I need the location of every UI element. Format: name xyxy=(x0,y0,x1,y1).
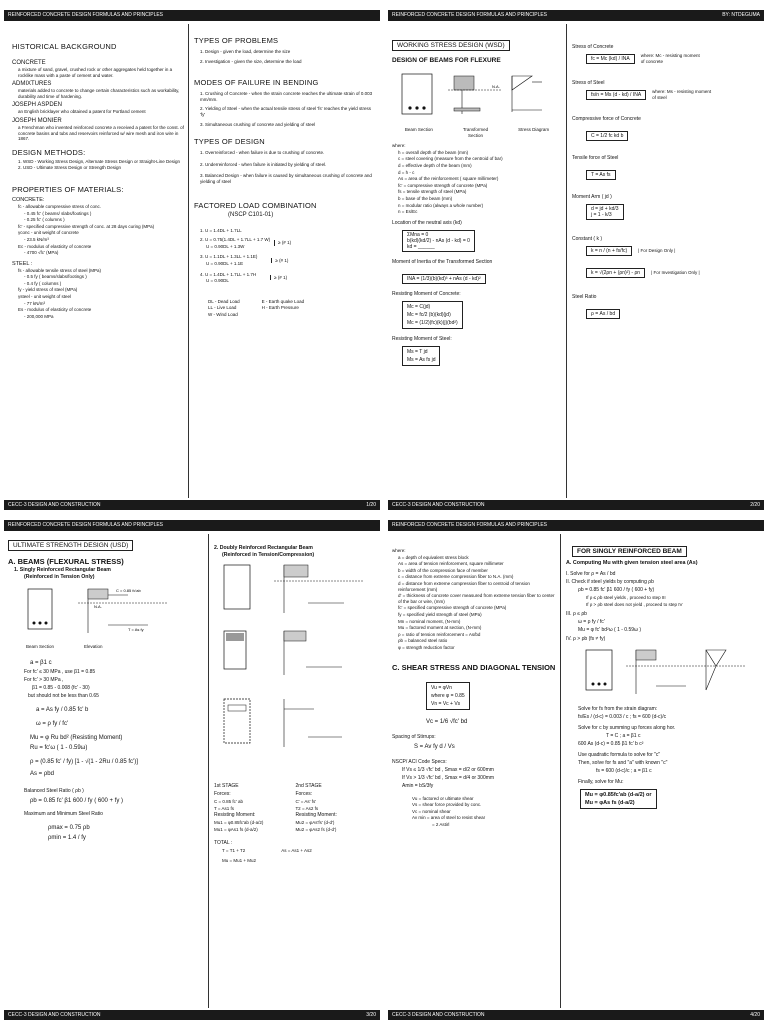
formula: Mu1 = φAs1 fs (d-a/2) xyxy=(214,826,258,832)
formula: 600 As (d-c) = 0.85 β1 fc' b c² xyxy=(578,741,644,748)
formula: ρb = 0.85 fc' β1 600 / fy ( 600 + fy ) xyxy=(30,797,124,804)
section-title: WORKING STRESS DESIGN (WSD) xyxy=(392,40,510,51)
formula: INA = (1/3)(b)(kd)³ + nAs (d - kd)² xyxy=(407,275,481,282)
list-item: fc' - specified compressive strength of conc. at 28 days curing (MPa) xyxy=(18,223,155,229)
diagram-captions xyxy=(8,644,204,651)
definition: ρ = ratio of tension reinforcement = As/bd xyxy=(398,631,481,637)
footer-course: CECC-3 DESIGN AND CONSTRUCTION xyxy=(8,502,101,508)
caption: Stress Diagram xyxy=(518,127,550,132)
definition: h = overall depth of the beam (mm) xyxy=(398,149,469,155)
na-label: N.A. xyxy=(94,604,102,610)
formula-box: C = 1/2 fc kd b xyxy=(586,131,628,141)
note: where: Mc - resisting moment of concrete xyxy=(640,52,700,64)
definition: Av min = area of steel to resist shear xyxy=(412,815,486,821)
caption: Transformed Section xyxy=(462,127,489,138)
note: | For Investigation Only | xyxy=(651,269,700,275)
note: where: Ms - resisting moment of steel xyxy=(652,88,712,100)
list-item: fy - yield stress of steel (MPa) xyxy=(18,287,78,293)
doubly-reinforced-diagram xyxy=(214,559,374,773)
stage-2-section xyxy=(224,699,342,747)
formula-heading: Resisting Moment of Steel: xyxy=(392,335,452,342)
definition: fc' = compressive strength of concrete (MPa) xyxy=(398,182,488,188)
formula-row xyxy=(572,266,760,280)
legend-item: E - Earth quake Load xyxy=(261,298,305,304)
definition: Vs = shear force provided by conc. xyxy=(412,802,482,808)
footer-course: CECC-3 DESIGN AND CONSTRUCTION xyxy=(392,1012,485,1018)
formula-box xyxy=(402,274,486,284)
step: Finally, solve for Mu: xyxy=(578,779,624,786)
step: Then, solve for fs and "a" with known "c" xyxy=(578,760,668,767)
page-footer xyxy=(388,1010,764,1020)
term: ADMIXTURES xyxy=(12,81,52,88)
definition: an English bricklayer who obtained a patent for Portland cement xyxy=(18,109,146,115)
list-item: - 200,000 MPa xyxy=(24,313,54,319)
formula: C' = As' fs' xyxy=(295,799,317,805)
definition: c = steel covering (measure from the centroid of bar) xyxy=(398,156,503,162)
stage-1-section xyxy=(224,631,342,675)
right-column xyxy=(214,534,376,1008)
full-section xyxy=(224,565,364,613)
formula-box xyxy=(402,301,463,329)
formula-row xyxy=(572,52,760,66)
formula: If Vs ≤ 1/3 √fc' bd , Smax = d/2 or 600mm xyxy=(402,766,494,773)
formula: Mu1 = φ0.85fc'ab (d-a/2) xyxy=(214,820,264,826)
step: II. Check if steel yields by computing ρb xyxy=(566,579,654,585)
right-column xyxy=(572,24,760,498)
list-item: - 0.4 fy ( columns ) xyxy=(24,280,62,286)
strain-diagram xyxy=(566,644,756,700)
list-item: Ec - modulus of elasticity of concrete xyxy=(18,243,92,249)
header-author: BY: NTDEGUMA xyxy=(722,12,760,18)
term: CONCRETE xyxy=(12,60,46,66)
formula-group xyxy=(194,272,374,285)
section-heading: C. SHEAR STRESS AND DIAGONAL TENSION xyxy=(392,662,556,672)
formula-box xyxy=(402,346,440,366)
formula: d = jd + kd/3 xyxy=(591,206,619,212)
section-heading: TYPES OF PROBLEMS xyxy=(194,36,279,45)
formula: U = 0.90DL + 1.3W xyxy=(206,243,245,249)
column-divider xyxy=(566,24,567,498)
formula: kd = ______ xyxy=(407,243,435,250)
definition: a mixture of sand, gravel, crushed rock or other aggregates held together in a rocklike mass with a paste of cement and water. xyxy=(18,67,173,78)
page-4 xyxy=(388,520,764,1020)
header-title: REINFORCED CONCRETE DESIGN FORMULAS AND PRINCIPLES xyxy=(8,12,164,18)
formula: j = 1 - k/3 xyxy=(591,212,612,218)
definition: fy = specified yield strength of steel (MPa) xyxy=(398,611,482,617)
term: CONCRETE: xyxy=(12,196,45,203)
formula: a = As fy / 0.85 fc' b xyxy=(36,706,89,713)
step: If ρ ≤ ρb steel yields , proceed to step III xyxy=(586,595,666,600)
caption: Beam Section xyxy=(26,644,55,650)
section-heading: TYPES OF DESIGN xyxy=(194,137,265,147)
section-title: ULTIMATE STRENGTH DESIGN (USD) xyxy=(8,540,133,551)
section-heading: PROPERTIES OF MATERIALS: xyxy=(12,184,124,194)
definition: b = width of the compression face of member xyxy=(398,567,488,573)
section-subheading: (NSCP C101-01) xyxy=(228,211,274,218)
left-column xyxy=(12,24,184,498)
where-label: where: xyxy=(392,548,406,553)
formula-heading: Stress of Steel xyxy=(572,80,605,86)
formula: 2. U = 0.75(1.4DL + 1.7LL + 1.7 W) xyxy=(200,237,271,243)
step: Solve for fs from the strain diagram: xyxy=(578,706,658,713)
step: IV. ρ > ρb (fs ≠ fy) xyxy=(566,636,606,643)
formula: 3. U = 1.1DL + 1.3LL + 1.1E) xyxy=(200,254,258,260)
section-heading: MODES OF FAILURE IN BENDING xyxy=(194,78,319,88)
formula-row xyxy=(572,244,760,258)
subsection-heading: (Reinforced in Tension/Compression) xyxy=(222,551,315,558)
formula: Mu = Mu1 + Mu2 xyxy=(222,858,257,864)
note: | For Design Only | xyxy=(638,247,676,253)
formula: Mu = φ fc' bd²ω ( 1 - 0.59ω ) xyxy=(578,627,641,634)
definition: fc' = specified compressive strength of concrete (MPa) xyxy=(398,605,507,611)
stage-label: Forces: xyxy=(214,791,231,798)
condition: ≥ (# 1) xyxy=(274,240,291,246)
formula-group xyxy=(194,254,374,267)
column-divider xyxy=(208,534,209,1008)
definition: b = base of the beam (mm) xyxy=(398,195,453,201)
right-column xyxy=(566,534,760,1008)
caption: Beam Section xyxy=(404,127,433,132)
definition: c = distance from extreme compression fiber to N.A. (mm) xyxy=(398,574,514,580)
formula-box xyxy=(426,682,470,710)
right-column xyxy=(194,24,374,498)
formula-heading: Tensile force of Steel xyxy=(572,155,619,161)
term: STEEL : xyxy=(12,260,33,267)
list-item: 2. Yielding of Steel - when the actual tensile stress of steel 'fs' reaches the yield stress 'fy' xyxy=(200,106,372,117)
formula-heading: NSCP/ ACI Code Specs: xyxy=(392,758,447,765)
formula: 1. U = 1.4DL + 1.7LL xyxy=(200,227,242,233)
list-item: 1. Design - given the load, determine the size xyxy=(200,49,291,54)
formula: β1 = 0.85 - 0.008 (fc' - 30) xyxy=(32,684,90,691)
formula: S = Av fy d / Vs xyxy=(414,743,455,750)
formula: where φ = 0.85 xyxy=(431,692,465,699)
formula: fs = 600 (d-c)/c ; a = β1 c xyxy=(596,768,652,775)
formula: Mu2 = φAs'fs' (d-d') xyxy=(295,820,335,826)
formula-heading: Moment Arm ( jd ) xyxy=(572,194,612,200)
formula: fs/Es / (d-c) = 0.003 / c ; fs = 600 (d-c)/c xyxy=(578,714,667,721)
diagram-captions xyxy=(392,127,562,139)
header-title: REINFORCED CONCRETE DESIGN FORMULAS AND PRINCIPLES xyxy=(392,12,548,18)
formula-box xyxy=(586,204,624,220)
formula: a = β1 c xyxy=(30,659,52,666)
formula: Vc = 1/6 √fc' bd xyxy=(426,718,468,725)
page-number: 2/20 xyxy=(750,502,760,508)
subsection-heading: (Reinforced in Tension Only) xyxy=(24,573,95,580)
subsection-heading: A. Computing Mu with given tension steel area (As) xyxy=(566,560,698,566)
list-item: γconc - unit weight of concrete xyxy=(18,230,79,236)
step: If ρ > ρb steel does not yield , proceed to step IV xyxy=(586,601,683,607)
formula-heading: Maximum and Minimum Steel Ratio xyxy=(24,810,103,817)
page-number: 1/20 xyxy=(366,502,376,508)
formula: For fc' ≤ 30 MPa , use β1 = 0.85 xyxy=(24,668,96,675)
section-title: FOR SINGLY REINFORCED BEAM xyxy=(572,546,687,557)
list-item: γsteel - unit weight of steel xyxy=(18,294,72,300)
formula: T = As1 fs xyxy=(214,805,235,811)
formula: U = 0.90DL xyxy=(206,278,229,284)
definition: ρb = balanced steel ratio xyxy=(398,638,448,644)
formula: As = As1 + As2 xyxy=(281,847,312,853)
page-header xyxy=(388,520,764,531)
section-heading: FACTORED LOAD COMBINATION xyxy=(194,200,317,210)
formula-box xyxy=(402,230,475,252)
list-item: 3. Balanced Design - when failure is caused by simultaneous crushing of concrete and yielding of steel xyxy=(200,173,372,184)
formula-box: k = √(2ρn + (ρn)²) - ρn xyxy=(586,268,645,278)
formula: Amin = bS/3fy xyxy=(402,782,434,789)
formula-heading: Location of the neutral axis (kd) xyxy=(392,219,462,226)
term: JOSEPH ASPDEN xyxy=(12,102,63,109)
formula: Vn = Vc + Vs xyxy=(431,700,461,707)
formula: U = 0.90DL + 1.1E xyxy=(206,260,244,266)
list-item: fc - allowable compressive stress of conc. xyxy=(18,203,102,209)
formula-heading: Constant ( k ) xyxy=(572,236,603,242)
formula-box: fs/n = Ms (d - kd) / INA xyxy=(586,90,646,100)
definition: d = distance from extreme compression fiber to centroid of tension reinforcement (mm) xyxy=(398,580,530,592)
formula-box: T = As fs xyxy=(586,170,616,180)
formula-heading: Balanced Steel Ratio ( ρb ) xyxy=(24,787,84,794)
formula-box: k = n / (n + fs/fc) xyxy=(586,246,632,256)
formula: Vu = φVn xyxy=(431,684,452,691)
page-number: 3/20 xyxy=(366,1012,376,1018)
formula: 4. U = 1.4DL + 1.7LL + 1.7H xyxy=(200,271,257,277)
legend-item: W - Wind Load xyxy=(208,311,238,317)
legend xyxy=(194,299,374,319)
definition: d = h - c xyxy=(398,169,415,175)
formula: Mu2 = φAs2 fs (d-d') xyxy=(295,826,337,832)
formula: b(kd)(kd/2) - nAs (d - kd) = 0 xyxy=(407,237,470,244)
total-heading: TOTAL : xyxy=(214,839,233,846)
stage-label: Resisting Moment: xyxy=(295,812,337,819)
definition: a = depth of equivalent stress block xyxy=(398,554,469,560)
na-label: N.A. xyxy=(492,84,500,89)
formula: ρb = 0.85 fc' β1 600 / fy ( 600 + fy) xyxy=(578,587,655,593)
definition: n = modular ratio (always a whole number) xyxy=(398,202,484,208)
caption: Elevation xyxy=(84,644,103,650)
header-title: REINFORCED CONCRETE DESIGN FORMULAS AND PRINCIPLES xyxy=(392,522,548,528)
subsection-heading: 1. Singly Reinforced Rectangular Beam xyxy=(14,567,111,573)
list-item: - 0.45 fc' ( beams/ slabs/footings ) xyxy=(24,210,92,216)
term: JOSEPH MONIER xyxy=(12,117,62,124)
formula-heading: Stress of Concrete xyxy=(572,44,614,50)
section-heading: DESIGN METHODS: xyxy=(12,147,86,157)
formula: Ms = As fs jd xyxy=(407,356,436,363)
definition: Vc = nominal shear xyxy=(412,808,451,814)
list-item: - 0.5 fy ( beams/slabs/footings ) xyxy=(24,274,87,280)
step: Use quadratic formula to solve for "c" xyxy=(578,752,661,759)
list-item: - 77 kN/m³ xyxy=(24,300,46,306)
list-item: 3. Simultaneous crushing of concrete and yielding of steel xyxy=(200,121,316,127)
formula: If Vs > 1/3 √fc' bd , Smax = d/4 or 300mm xyxy=(402,774,495,781)
formula: Mu = φAs fs (d-a/2) xyxy=(585,800,635,807)
formula-box xyxy=(580,789,657,809)
legend-item: LL - Live Load xyxy=(208,305,237,311)
definition: d' = thickness of concrete cover measured from extreme tension fiber to center of the bar or wire, (mm) xyxy=(398,593,555,604)
formula-heading: Spacing of Stirrups: xyxy=(392,733,436,740)
list-item: 2. Underreinforced - when failure is initiated by yielding of steel. xyxy=(200,161,327,167)
stages xyxy=(214,782,376,833)
column-divider xyxy=(188,24,189,498)
formula-box: fc = Mc (kd) / INA xyxy=(586,54,635,64)
definition: As = area of the reinforcement ( square millimeter) xyxy=(398,176,499,182)
formula-heading: Moment of Inertia of the Transformed Section xyxy=(392,258,493,265)
totals xyxy=(214,848,376,855)
formula-heading: Compressive force of Concrete xyxy=(572,116,641,122)
formula-group xyxy=(194,237,374,250)
page-footer xyxy=(388,500,764,510)
definition: fs = tensile strength of steel (MPa) xyxy=(398,189,467,195)
list-item: 1. WSD - Working Stress Design, Alternate Stress Design or Straight-Line Design xyxy=(18,158,180,164)
page-number: 4/20 xyxy=(750,1012,760,1018)
formula: Ms = T jd xyxy=(407,348,428,355)
page-footer xyxy=(4,500,380,510)
list-item: 2. USD - Ultimate Stress Design or Strength Design xyxy=(18,165,122,171)
stage-label: Forces: xyxy=(295,791,313,798)
list-item: - 23.5 kN/m³ xyxy=(24,236,49,242)
stage-heading: 1st STAGE xyxy=(214,783,239,790)
column-divider xyxy=(560,534,561,1008)
page-header xyxy=(4,520,380,531)
page-1 xyxy=(4,10,380,510)
formula: T = T1 + T2 xyxy=(222,847,246,853)
formula: C = 0.85 fc' ab xyxy=(214,799,244,805)
beam-section-diagram xyxy=(8,581,188,643)
page-header xyxy=(4,10,380,21)
left-column xyxy=(392,24,562,498)
section-heading: DESIGN OF BEAMS FOR FLEXURE xyxy=(392,57,501,64)
definition: a Frenchman who invented reinforced concrete a received a patent for the const. of concrete basins and tubs and reservoirs reinforced w/ wire mesh and iron wire in 1867. xyxy=(18,124,184,142)
formula: ρmin = 1.4 / fy xyxy=(48,834,86,841)
formula: ΣMna = 0 xyxy=(407,231,429,238)
where-label: where: xyxy=(392,143,406,149)
definition: = 2 Astirl xyxy=(432,821,450,827)
page-3 xyxy=(4,520,380,1020)
formula: Mc = (1/2)(fc)(k)(j)(bd²) xyxy=(407,319,458,326)
section-heading: HISTORICAL BACKGROUND xyxy=(12,42,117,51)
definition: As = area of tension reinforcement, square millimeter xyxy=(398,561,504,567)
formula: For fc' > 30 MPa , xyxy=(24,676,64,683)
legend-item: H - Earth Pressure xyxy=(261,305,299,311)
formula-heading: Steel Ratio xyxy=(572,294,597,300)
list-item: - 0.25 fc' ( columns ) xyxy=(24,217,65,223)
formula: Mu = φ0.85fc'ab (d-a/2) or xyxy=(585,792,652,799)
definition: n = Es/Ec xyxy=(398,209,418,215)
left-column xyxy=(392,534,558,1008)
definition: materials added to concrete to change certain characteristics such as workability, durability and time of hardening. xyxy=(18,88,180,99)
stage-heading: 2nd STAGE xyxy=(295,783,322,790)
page-header xyxy=(388,10,764,21)
list-item: - 4700 √fc' (MPa) xyxy=(24,250,59,256)
legend-item: DL - Dead Load xyxy=(208,298,240,304)
force-label: T = As fy xyxy=(128,627,144,633)
formula: As = ρbd xyxy=(30,770,54,777)
stage-label: Resisting Moment: xyxy=(214,812,256,819)
step: Solve for c by summing up forces along hor. xyxy=(578,725,676,732)
formula-heading: Resisting Moment of Concrete: xyxy=(392,290,461,297)
definition: φ = strength reduction factor xyxy=(398,644,455,650)
condition: ≥ (# 1) xyxy=(271,258,288,264)
page-2 xyxy=(388,10,764,510)
formula: but should not be less than 0.65 xyxy=(28,692,99,699)
header-title: REINFORCED CONCRETE DESIGN FORMULAS AND PRINCIPLES xyxy=(8,522,164,528)
formula: ω = ρ fy / fc' xyxy=(578,619,605,626)
formula: ω = ρ fy / fc' xyxy=(36,720,69,727)
formula: ρmax = 0.75 ρb xyxy=(48,824,90,831)
formula: ρ = (0.85 fc' / fy) [1 - √(1 - 2Ru / 0.85 fc')] xyxy=(30,758,138,765)
formula: T2 = As2 fs xyxy=(295,805,319,811)
definition: Vu = factored or ultimate shear xyxy=(412,795,474,801)
formula: Mc = C(jd) xyxy=(407,303,431,310)
section-heading: A. BEAMS (FLEXURAL STRESS) xyxy=(8,557,124,566)
list-item: 1. Overreinforced - when failure is due to crushing of concrete. xyxy=(200,150,325,156)
condition: ≥ (# 1) xyxy=(270,275,287,281)
footer-course: CECC-3 DESIGN AND CONSTRUCTION xyxy=(8,1012,101,1018)
step: I. Solve for ρ = As / bd xyxy=(566,571,616,577)
left-column xyxy=(8,534,204,1008)
list-item: 1. Crushing of Concrete - when the strain concrete reaches the ultimate strain of 0.003 mm/mm. xyxy=(200,91,373,102)
formula: T = C ; a = β1 c xyxy=(606,733,641,740)
list-item: 2. Investigation - given the size, determine the load xyxy=(200,58,302,64)
formula: Ru = fc'ω ( 1 - 0.59ω) xyxy=(30,744,88,751)
definition: Mu = factored moment at section, (N-mm) xyxy=(398,625,482,631)
formula: Mu = φ Ru bd² (Resisting Moment) xyxy=(30,734,123,741)
page-footer xyxy=(4,1010,380,1020)
list-item: fs - allowable tensile stress of steel (MPa) xyxy=(18,267,102,273)
formula-box: ρ = As / bd xyxy=(586,309,620,319)
definition: d = effective depth of the beam (mm) xyxy=(398,162,472,168)
step: III. ρ ≤ ρb xyxy=(566,611,587,618)
definition: Mn = nominal moment, (N-mm) xyxy=(398,618,461,624)
formula: Mc = fc/2 (b)(kd)(jd) xyxy=(407,311,451,318)
force-label: C = 0.85 fc'ab xyxy=(116,588,141,594)
list-item: Es - modulus of elasticity of concrete xyxy=(18,307,92,313)
footer-course: CECC-3 DESIGN AND CONSTRUCTION xyxy=(392,502,485,508)
subsection-heading: 2. Doubly Reinforced Rectangular Beam xyxy=(214,545,313,551)
beam-diagram xyxy=(392,66,562,128)
formula-row xyxy=(572,88,760,102)
